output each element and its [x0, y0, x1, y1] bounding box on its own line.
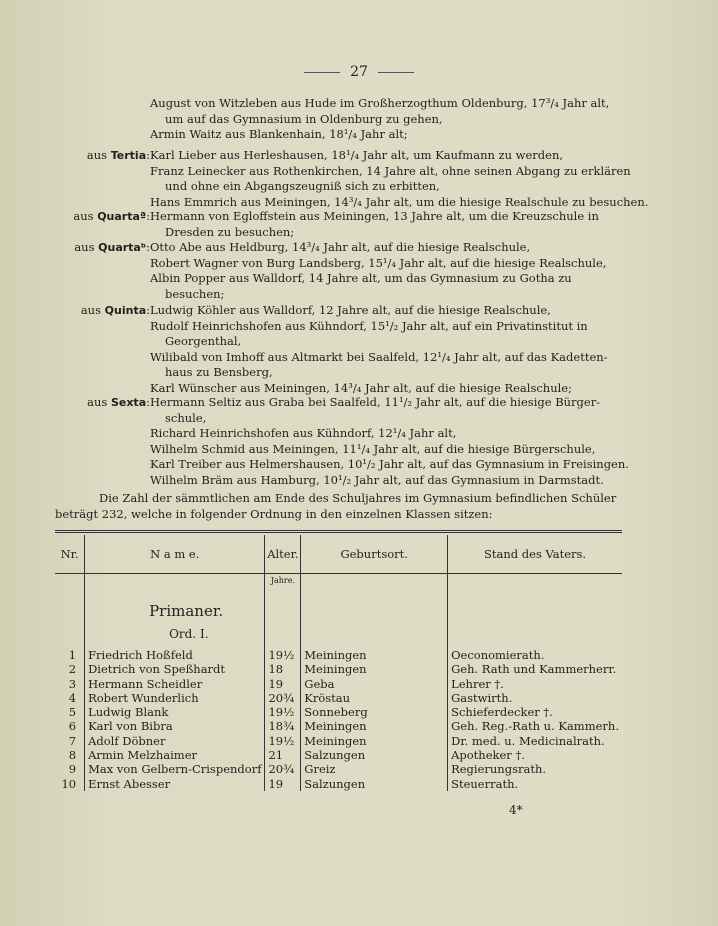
cell-age: 19½: [265, 648, 301, 662]
cell-name: Ludwig Blank: [85, 705, 265, 719]
summary-line: beträgt 232, welche in folgender Ordnung in den einzelnen Klassen sitzen:: [55, 507, 493, 521]
table-row: [55, 734, 622, 748]
cell-birthplace: Greiz: [301, 762, 448, 776]
student-roster-table: [55, 535, 622, 791]
entry-line: und ohne ein Abgangszeugniß sich zu erbitten,: [165, 179, 440, 193]
entry-line: Hermann Seltiz aus Graba bei Saalfeld, 11¹/₂ Jahr alt, auf die hiesige Bürger-: [150, 395, 601, 409]
section-row: [55, 590, 622, 620]
entry-line: Robert Wagner von Burg Landsberg, 15¹/₄ Jahr alt, auf die hiesige Realschule,: [150, 255, 607, 270]
cell-birthplace: Sonneberg: [301, 705, 448, 719]
table-row: [55, 762, 622, 776]
cell-name: Karl von Bibra: [85, 719, 265, 733]
cell-father: Dr. med. u. Medicinalrath.: [448, 734, 622, 748]
header-nr: Nr.: [55, 535, 85, 574]
cell-name: Robert Wunderlich: [85, 691, 265, 705]
cell-father: Apotheker †.: [448, 748, 622, 762]
entry-line: Karl Lieber aus Herleshausen, 18¹/₄ Jahr alt, um Kaufmann zu werden,: [150, 148, 564, 162]
signature-mark: 4*: [509, 803, 523, 817]
class-label: aus Quartaᵇ:: [74, 240, 150, 254]
header-father: Stand des Vaters.: [448, 535, 622, 574]
cell-age: 19: [265, 777, 301, 791]
section-title: Primaner.: [85, 590, 265, 620]
cell-age: 21: [265, 748, 301, 762]
cell-name: Armin Melzhaimer: [85, 748, 265, 762]
cell-father: Schieferdecker †.: [448, 705, 622, 719]
entry-line: Hans Emmrich aus Meiningen, 14³/₄ Jahr alt, um die hiesige Realschule zu besuchen.: [150, 194, 649, 209]
cell-age: 19½: [265, 705, 301, 719]
cell-nr: 8: [68, 748, 77, 763]
table-row: [55, 691, 622, 705]
cell-birthplace: Kröstau: [301, 691, 448, 705]
cell-father: Oeconomierath.: [448, 648, 622, 662]
cell-age: 18: [265, 662, 301, 676]
entry-line: Otto Abe aus Heldburg, 14³/₄ Jahr alt, auf die hiesige Realschule,: [150, 240, 531, 254]
cell-nr: 9: [68, 762, 77, 777]
summary-line: Die Zahl der sämmtlichen am Ende des Schuljahres im Gymnasium befindlichen Schüler: [99, 491, 617, 505]
cell-age: 20¾: [265, 762, 301, 776]
entry-line: Albin Popper aus Walldorf, 14 Jahre alt, um das Gymnasium zu Gotha zu: [150, 271, 572, 285]
cell-age: 18¾: [265, 719, 301, 733]
cell-father: Steuerrath.: [448, 777, 622, 791]
subsection-row: [55, 620, 622, 648]
entry-line: Ludwig Köhler aus Walldorf, 12 Jahre alt, auf die hiesige Realschule,: [150, 303, 551, 317]
cell-nr: 7: [68, 733, 77, 748]
entry-line: Hermann von Egloffstein aus Meiningen, 13 Jahre alt, um die Kreuzschule in: [150, 209, 599, 223]
page-number: 27: [0, 64, 718, 80]
table-top-rule: [55, 530, 622, 533]
table-row: [55, 662, 622, 676]
table-row: [55, 648, 622, 662]
table-row: [55, 777, 622, 791]
cell-birthplace: Meiningen: [301, 662, 448, 676]
cell-name: Friedrich Hoßfeld: [85, 648, 265, 662]
cell-birthplace: Meiningen: [301, 719, 448, 733]
cell-birthplace: Meiningen: [301, 648, 448, 662]
entry-line: haus zu Bensberg,: [165, 365, 273, 379]
class-label: aus Quinta:: [80, 303, 150, 317]
cell-name: Hermann Scheidler: [85, 677, 265, 691]
cell-name: Adolf Döbner: [85, 734, 265, 748]
entry-line: Richard Heinrichshofen aus Kühndorf, 12¹/₄ Jahr alt,: [150, 426, 457, 440]
cell-father: Regierungsrath.: [448, 762, 622, 776]
cell-father: Lehrer †.: [448, 677, 622, 691]
cell-nr: 4: [68, 690, 77, 705]
age-unit: Jahre.: [265, 574, 301, 591]
cell-nr: 1: [68, 648, 77, 662]
cell-father: Gastwirth.: [448, 691, 622, 705]
entry-line: Wilhelm Schmid aus Meiningen, 11¹/₄ Jahr alt, auf die hiesige Bürgerschule,: [150, 441, 596, 456]
class-label: aus Sexta:: [87, 395, 150, 409]
cell-age: 20¾: [265, 691, 301, 705]
cell-age: 19: [265, 677, 301, 691]
header-age: Alter.: [265, 535, 301, 574]
cell-father: Geh. Reg.-Rath u. Kammerh.: [448, 719, 622, 733]
entry-line: August von Witzleben aus Hude im Großherzogthum Oldenburg, 17³/₄ Jahr alt,: [150, 96, 610, 110]
table-row: [55, 719, 622, 733]
header-birthplace: Geburtsort.: [301, 535, 448, 574]
entry-line: um auf das Gymnasium in Oldenburg zu gehen,: [165, 111, 443, 126]
cell-name: Ernst Abesser: [85, 777, 265, 791]
cell-nr: 5: [68, 705, 77, 720]
cell-father: Geh. Rath und Kammerherr.: [448, 662, 622, 676]
entry-line: Wilhelm Bräm aus Hamburg, 10¹/₂ Jahr alt, auf das Gymnasium in Darmstadt.: [150, 472, 604, 487]
entry-line: Dresden zu besuchen;: [165, 224, 295, 239]
entry-line: Karl Wünscher aus Meiningen, 14³/₄ Jahr alt, auf die hiesige Realschule;: [150, 380, 572, 395]
entry-line: schule,: [165, 410, 207, 425]
page-number-rule-left: [304, 72, 340, 73]
subsection-title: Ord. I.: [85, 620, 265, 648]
cell-nr: 10: [61, 776, 77, 791]
entry-line: Karl Treiber aus Helmershausen, 10¹/₂ Jahr alt, auf das Gymnasium in Freisingen.: [150, 457, 629, 471]
entry-line: Georgenthal,: [165, 334, 242, 348]
table-header-row: [55, 535, 622, 574]
entry-line: Armin Waitz aus Blankenhain, 18¹/₄ Jahr alt;: [150, 127, 408, 141]
header-name: N a m e.: [85, 535, 265, 574]
cell-age: 19½: [265, 734, 301, 748]
cell-nr: 3: [68, 676, 77, 691]
entry-line: besuchen;: [165, 286, 225, 301]
cell-name: Dietrich von Speßhardt: [85, 662, 265, 676]
cell-birthplace: Salzungen: [301, 777, 448, 791]
entry-line: Franz Leinecker aus Rothenkirchen, 14 Jahre alt, ohne seinen Abgang zu erklären: [150, 163, 631, 178]
cell-birthplace: Geba: [301, 677, 448, 691]
class-label: aus Tertia:: [86, 148, 150, 162]
table-row: [55, 677, 622, 691]
entry-line: Rudolf Heinrichshofen aus Kühndorf, 15¹/₂ Jahr alt, auf ein Privatinstitut in: [150, 318, 588, 333]
cell-nr: 2: [68, 662, 77, 677]
cell-birthplace: Salzungen: [301, 748, 448, 762]
page-number-rule-right: [378, 72, 414, 73]
unit-row: [55, 574, 622, 591]
table-row: [55, 705, 622, 719]
table-row: [55, 748, 622, 762]
entry-line: Wilibald von Imhoff aus Altmarkt bei Saalfeld, 12¹/₄ Jahr alt, auf das Kadetten-: [150, 349, 608, 364]
cell-birthplace: Meiningen: [301, 734, 448, 748]
cell-name: Max von Gelbern-Crispendorf: [85, 762, 265, 776]
cell-nr: 6: [68, 719, 77, 734]
summary-paragraph: [55, 490, 621, 522]
class-label: aus Quartaª:: [73, 209, 150, 223]
